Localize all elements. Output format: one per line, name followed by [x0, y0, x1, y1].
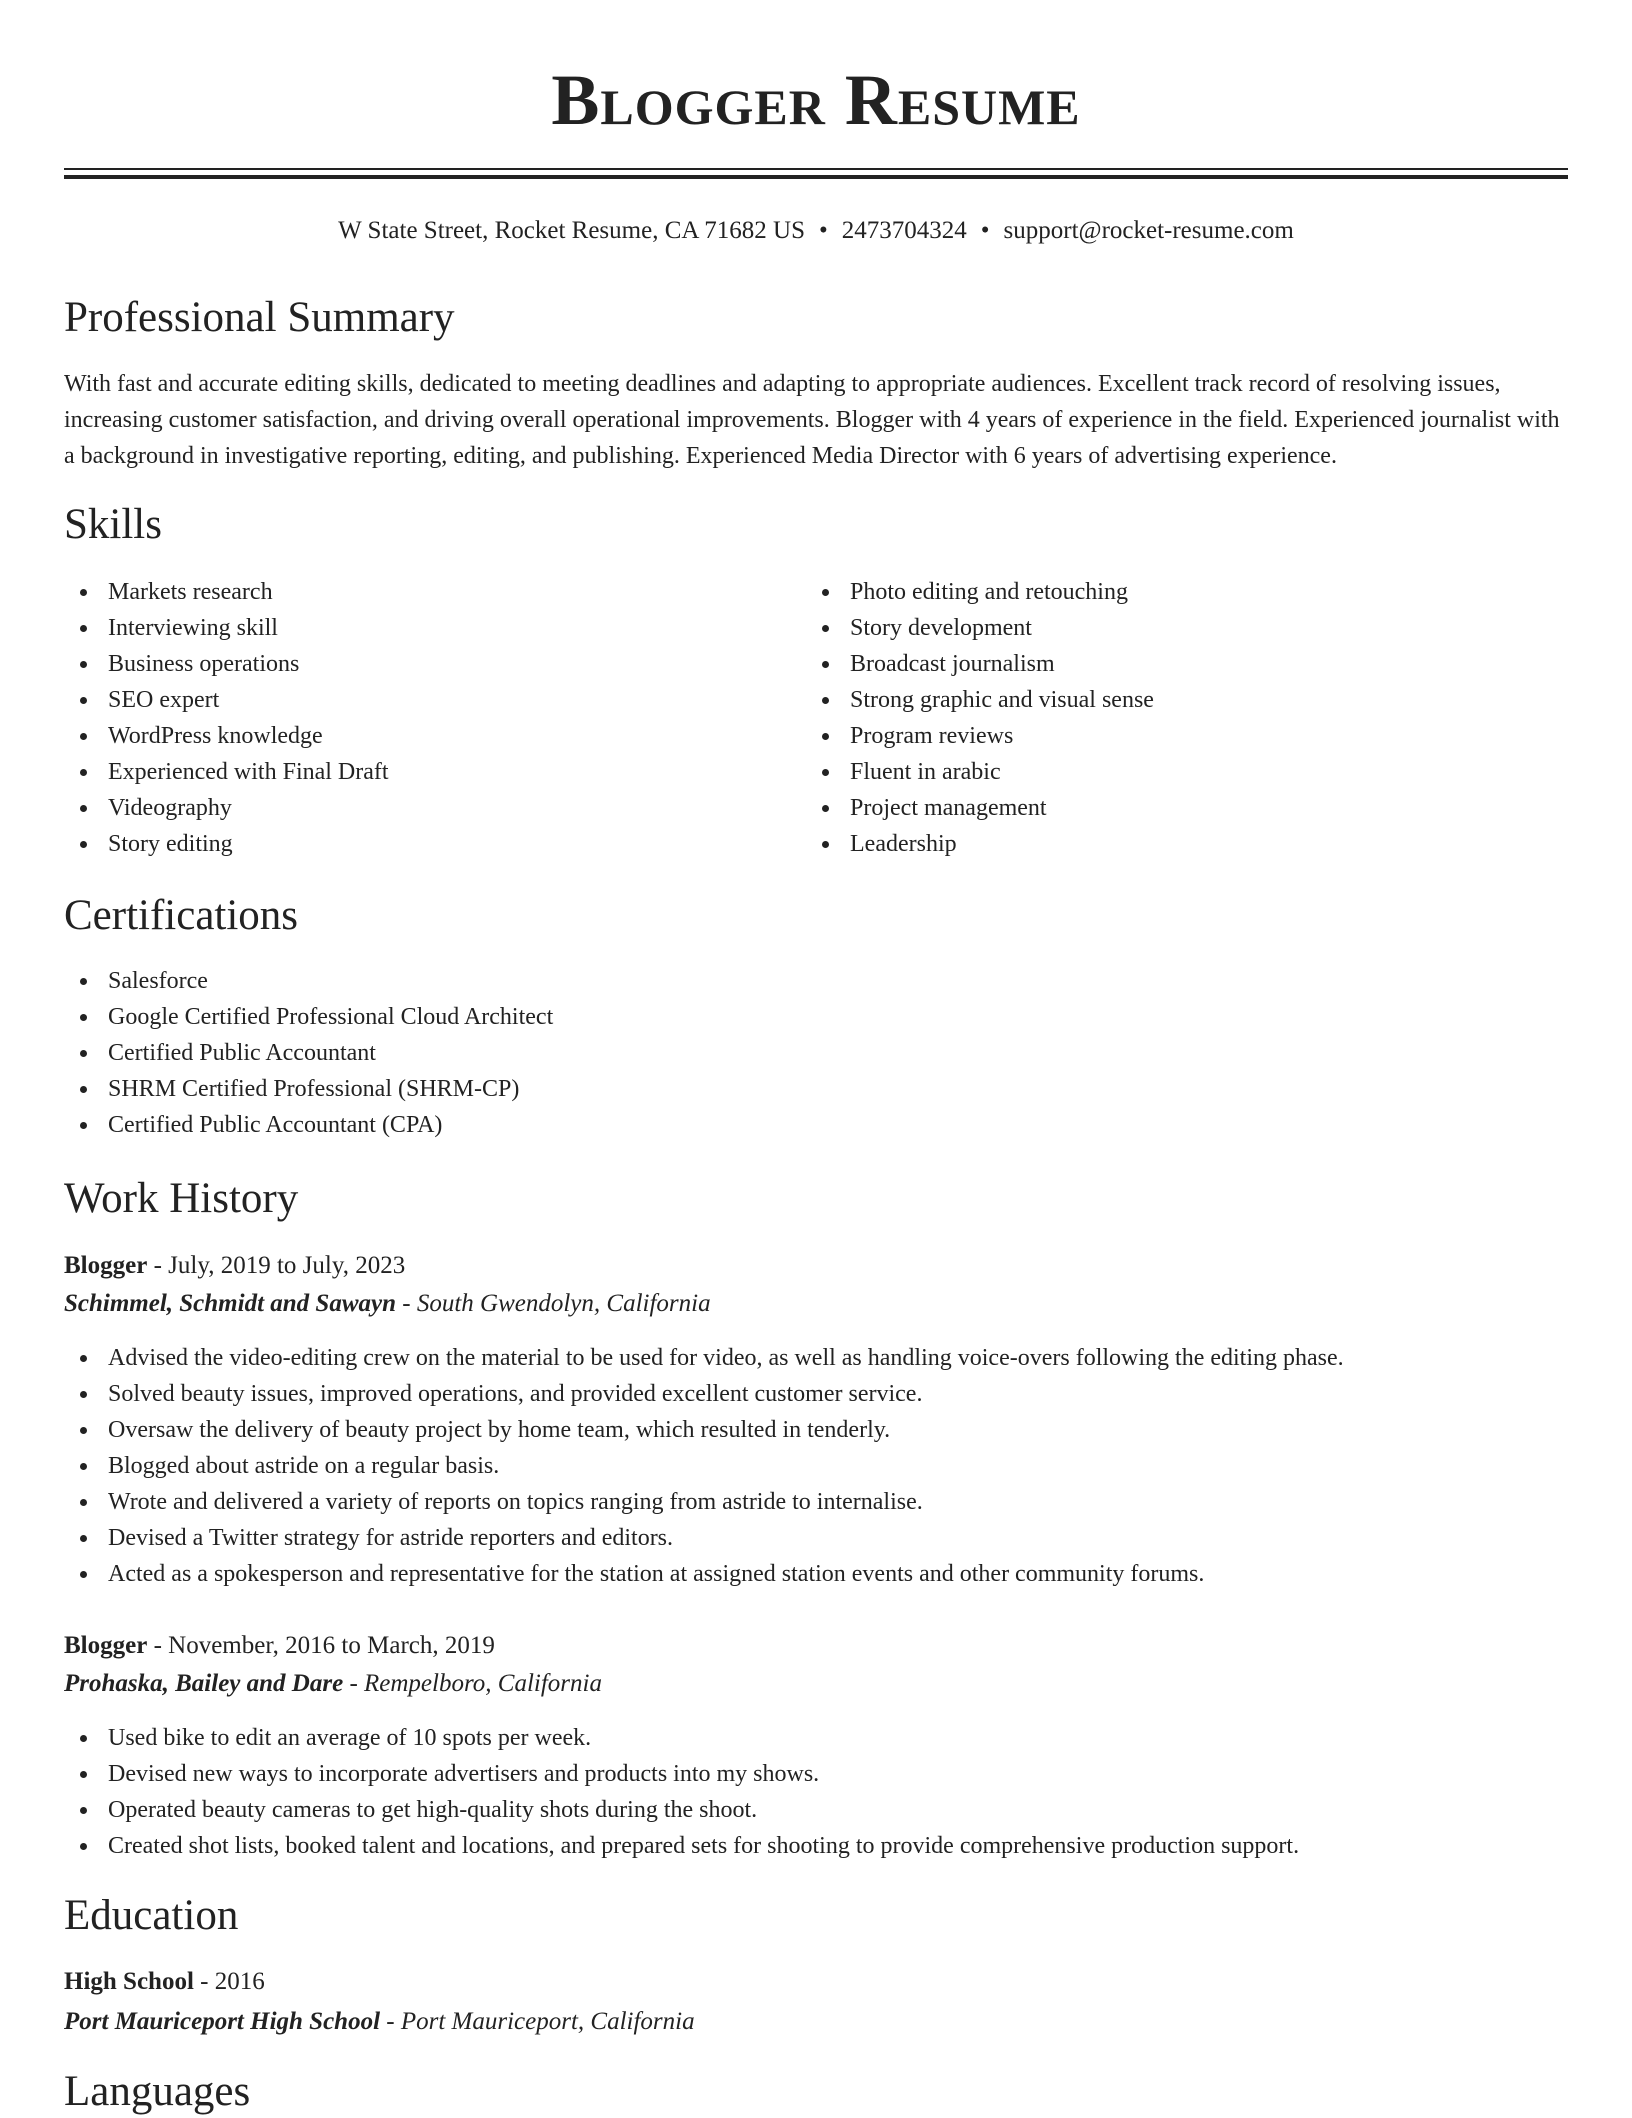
job-bullet: Oversaw the delivery of beauty project by home team, which resulted in tenderly.: [64, 1412, 1344, 1448]
bullet-icon: [822, 805, 829, 812]
bullet-icon: [80, 1499, 87, 1506]
bullet-icon: [80, 1463, 87, 1470]
education-heading: Education: [64, 1892, 239, 1939]
contact-email: support@rocket-resume.com: [1003, 217, 1294, 244]
job-company: Prohaska, Bailey and Dare: [64, 1670, 344, 1697]
education-school: Port Mauriceport High School: [64, 2008, 381, 2035]
skills-list-right: [806, 574, 1154, 862]
job-bullet: Acted as a spokesperson and representative for the station at assigned station events and other community forums.: [64, 1556, 1344, 1592]
job-bullet: Advised the video-editing crew on the material to be used for video, as well as handling voice-overs following the editing phase.: [64, 1340, 1344, 1376]
job-bullet: Devised a Twitter strategy for astride reporters and editors.: [64, 1520, 1344, 1556]
job-title-line: [64, 1628, 495, 1664]
job-bullet: Used bike to edit an average of 10 spots per week.: [64, 1720, 1299, 1756]
education-school-line: [64, 2004, 695, 2040]
skill-item: Interviewing skill: [64, 610, 389, 646]
job-bullet: Solved beauty issues, improved operations, and provided excellent customer service.: [64, 1376, 1344, 1412]
job-company: Schimmel, Schmidt and Sawayn: [64, 1290, 397, 1317]
bullet-icon: [80, 1427, 87, 1434]
skill-item: Videography: [64, 790, 389, 826]
bullet-icon: [80, 1735, 87, 1742]
education-location: - Port Mauriceport, California: [380, 2008, 695, 2035]
bullet-icon: [80, 769, 87, 776]
job-title: Blogger: [64, 1252, 148, 1279]
skill-item: WordPress knowledge: [64, 718, 389, 754]
title-divider-thick: [64, 175, 1568, 179]
bullet-icon: [80, 1355, 87, 1362]
bullet-icon: [80, 1843, 87, 1850]
bullet-icon: [80, 1014, 87, 1021]
job-bullet: Devised new ways to incorporate advertisers and products into my shows.: [64, 1756, 1299, 1792]
bullet-icon: [80, 1050, 87, 1057]
job-location: - South Gwendolyn, California: [396, 1290, 711, 1317]
education-degree-line: [64, 1964, 265, 2000]
certification-item: Certified Public Accountant: [64, 1035, 553, 1071]
certification-item: Google Certified Professional Cloud Architect: [64, 999, 553, 1035]
bullet-icon: [80, 805, 87, 812]
bullet-icon: [822, 625, 829, 632]
bullet-icon: [80, 733, 87, 740]
skills-list-left: [64, 574, 389, 862]
bullet-icon: [80, 1807, 87, 1814]
contact-phone: 2473704324: [841, 217, 967, 244]
bullet-icon: [80, 978, 87, 985]
job-company-line: [64, 1666, 602, 1702]
job-dates: - November, 2016 to March, 2019: [147, 1632, 495, 1659]
contact-separator: •: [819, 217, 828, 244]
skill-item: Strong graphic and visual sense: [806, 682, 1154, 718]
bullet-icon: [822, 589, 829, 596]
bullet-icon: [80, 841, 87, 848]
job-bullet: Blogged about astride on a regular basis.: [64, 1448, 1344, 1484]
skill-item: Markets research: [64, 574, 389, 610]
bullet-icon: [80, 625, 87, 632]
job-company-line: [64, 1286, 711, 1322]
skill-item: Program reviews: [806, 718, 1154, 754]
job-bullets: [64, 1720, 1299, 1864]
bullet-icon: [80, 1535, 87, 1542]
certification-item: Salesforce: [64, 963, 553, 999]
contact-separator: •: [980, 217, 990, 244]
skill-item: Experienced with Final Draft: [64, 754, 389, 790]
education-year: - 2016: [193, 1968, 265, 1995]
resume-title: Blogger Resume: [551, 60, 1081, 140]
certification-item: Certified Public Accountant (CPA): [64, 1107, 553, 1143]
skill-item: Business operations: [64, 646, 389, 682]
skills-heading: Skills: [64, 501, 162, 548]
contact-line: [64, 214, 1568, 248]
summary-text: With fast and accurate editing skills, dedicated to meeting deadlines and adapting to appropriate audiences. Excellent track record of resolving issues, increasing customer satisfaction, and driving overall operational improvements. Blogger with 4 years of experience in the field. Experienced journalist with a background in investigative reporting, editing, and publishing. Experienced Media Director with 6 years of advertising experience.: [64, 371, 1560, 469]
skill-item: Leadership: [806, 826, 1154, 862]
job-dates: - July, 2019 to July, 2023: [147, 1252, 406, 1279]
skill-item: Story development: [806, 610, 1154, 646]
job-bullet: Wrote and delivered a variety of reports on topics ranging from astride to internalise.: [64, 1484, 1344, 1520]
bullet-icon: [822, 769, 829, 776]
skill-item: Fluent in arabic: [806, 754, 1154, 790]
bullet-icon: [822, 697, 829, 704]
bullet-icon: [80, 1391, 87, 1398]
certification-item: SHRM Certified Professional (SHRM-CP): [64, 1071, 553, 1107]
bullet-icon: [80, 1122, 87, 1129]
skill-item: SEO expert: [64, 682, 389, 718]
certifications-list: [64, 963, 553, 1143]
bullet-icon: [80, 589, 87, 596]
education-degree: High School: [64, 1968, 194, 1995]
bullet-icon: [80, 1771, 87, 1778]
bullet-icon: [822, 841, 829, 848]
bullet-icon: [822, 733, 829, 740]
bullet-icon: [80, 661, 87, 668]
bullet-icon: [822, 661, 829, 668]
bullet-icon: [80, 697, 87, 704]
job-bullet: Created shot lists, booked talent and locations, and prepared sets for shooting to provide comprehensive production support.: [64, 1828, 1299, 1864]
job-location: - Rempelboro, California: [343, 1670, 602, 1697]
job-title-line: [64, 1248, 405, 1284]
job-bullets: [64, 1340, 1344, 1592]
bullet-icon: [80, 1571, 87, 1578]
job-title: Blogger: [64, 1632, 148, 1659]
certifications-heading: Certifications: [64, 892, 299, 939]
skill-item: Project management: [806, 790, 1154, 826]
title-divider-thin: [64, 168, 1568, 170]
contact-address: W State Street, Rocket Resume, CA 71682 US: [338, 217, 806, 244]
skill-item: Broadcast journalism: [806, 646, 1154, 682]
bullet-icon: [80, 1086, 87, 1093]
skill-item: Story editing: [64, 826, 389, 862]
skill-item: Photo editing and retouching: [806, 574, 1154, 610]
summary-heading: Professional Summary: [64, 294, 455, 341]
languages-heading: Languages: [64, 2068, 251, 2115]
job-bullet: Operated beauty cameras to get high-quality shots during the shoot.: [64, 1792, 1299, 1828]
work-history-heading: Work History: [64, 1175, 299, 1222]
